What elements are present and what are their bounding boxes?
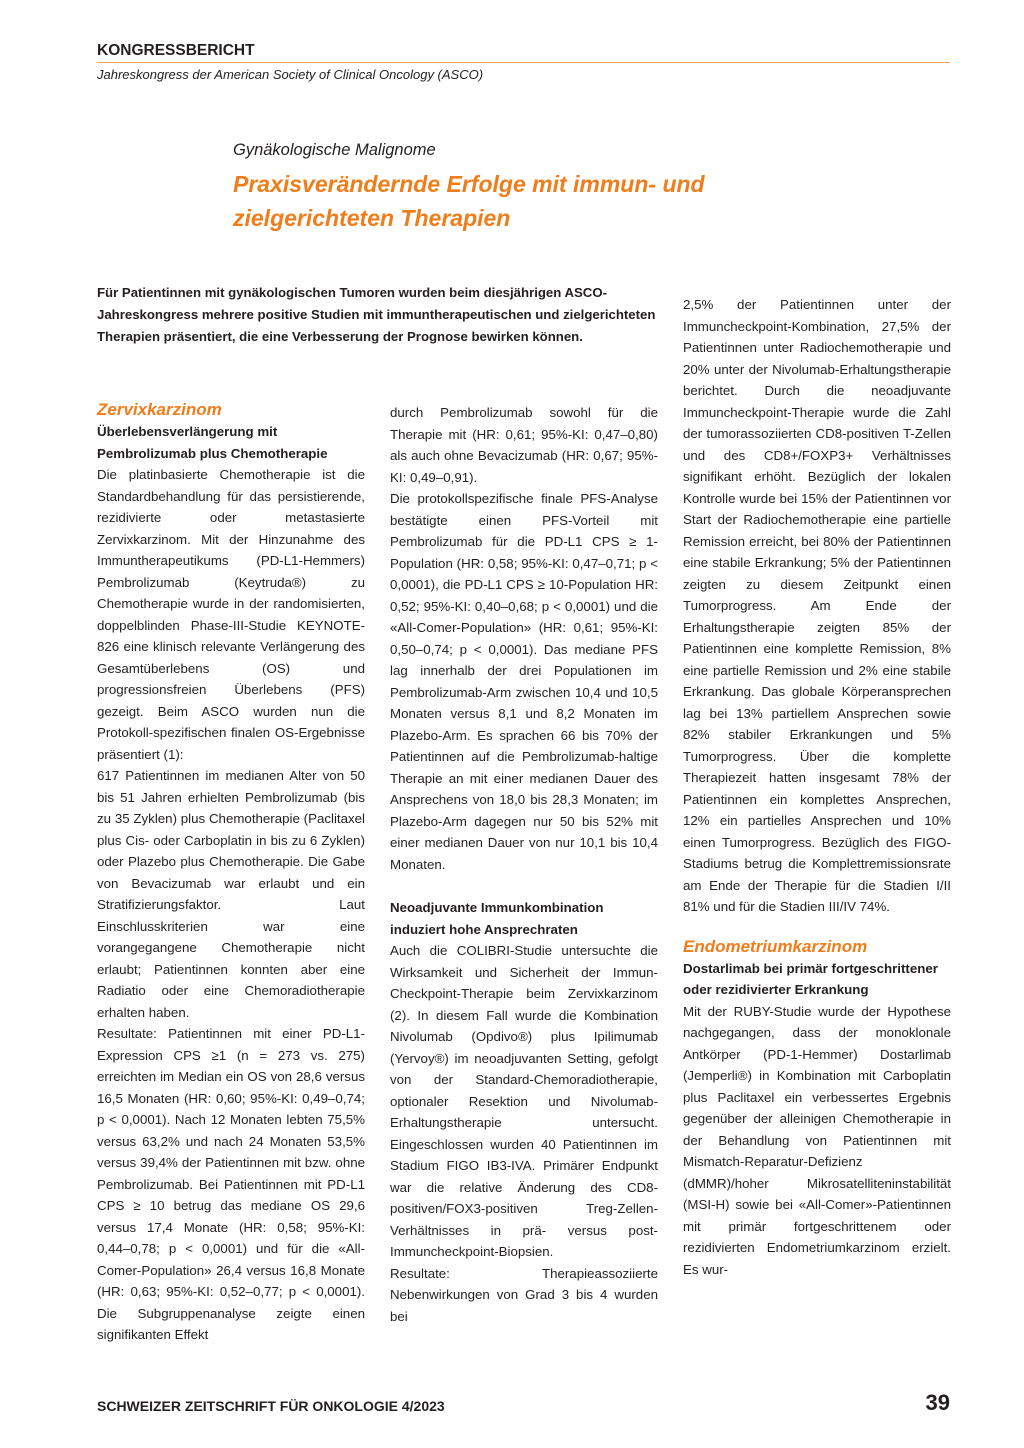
subheading-neoadjuvant: Neoadjuvante Immunkombination induziert hohe Ansprechraten — [390, 900, 604, 937]
column-2 — [390, 402, 658, 1327]
article-title: Praxisverändernde Erfolge mit immun- und zielgerichteten Therapien — [233, 171, 705, 231]
footer-journal: SCHWEIZER ZEITSCHRIFT FÜR ONKOLOGIE 4/2023 — [97, 1398, 445, 1414]
column-1 — [97, 399, 365, 1346]
paragraph: durch Pembrolizumab sowohl für die Therapie mit (HR: 0,61; 95%-KI: 0,47–0,80) als auch ohne Bevacizumab (HR: 0,67; 95%-KI: 0,49–0,91). — [390, 405, 658, 485]
spacer — [390, 875, 658, 897]
paragraph: Auch die COLIBRI-Studie untersuchte die Wirksamkeit und Sicherheit der Immun-Checkpoint-Therapie beim Zervixkarzinom (2). In diesem Fall wurde die Kombination Nivolumab (Opdivo®) plus Ipilimumab (Yervoy®) im neoadjuvanten Setting, gefolgt von der Standard-Chemoradiotherapie, optionaler Resektion und Nivolumab-Erhaltungstherapie untersucht. Eingeschlossen wurden 40 Patientinnen im Stadium FIGO IB3-IVA. Primärer Endpunkt war die relative Änderung des CD8-positiven/FOX3-positiven Treg-Zellen-Verhältnisses in prä- versus post-Immuncheckpoint-Biopsien. — [390, 943, 658, 1259]
paragraph: 2,5% der Patientinnen unter der Immuncheckpoint-Kombination, 27,5% der Patientinnen unter Radiochemotherapie und 20% unter der Nivolumab-Erhaltungstherapie berichtet. Durch die neoadjuvante Immuncheckpoint-Therapie wurde die Zahl der tumorassoziierten CD8-positiven T-Zellen und des CD8+/FOXP3+ Verhältnisses signifikant erhöht. Bezüglich der lokalen Kontrolle wurde bei 15% der Patientinnen vor Start der Radiochemotherapie eine partielle Remission erreicht, bei 80% der Patientinnen eine stabile Erkrankung; 5% der Patientinnen zeigten zu diesem Zeitpunkt einen Tumorprogress. Am Ende der Erhaltungstherapie zeigten 85% der Patientinnen eine komplette Remission, 8% eine partielle Remission und 2% eine stabile Erkrankung. Das globale Körperansprechen lag bei 13% partiellem Ansprechen sowie 82% stabiler Erkrankungen und 5% Tumorprogress. Über die komplette Therapiezeit hatten insgesamt 78% der Patientinnen ein komplettes Ansprechen, 12% ein partielles Ansprechen und 10% einen Tumorprogress. Bezüglich des FIGO-Stadiums betrug die Komplettremissionsrate am Ende der Therapie für die Stadien I/II 81% und für die Stadien III/IV 74%. — [683, 297, 951, 914]
column-3 — [683, 294, 951, 1280]
section-title-zervixkarzinom: Zervixkarzinom — [97, 400, 222, 419]
paragraph: Die platinbasierte Chemotherapie ist die Standardbehandlung für das persistierende, rezidivierte oder metastasierte Zervixkarzinom. Mit der Hinzunahme des Immuntherapeutikums (PD-L1-Hemmers) Pembrolizumab (Keytruda®) zu Chemotherapie wurde in der randomisierten, doppelblinden Phase-III-Studie KEYNOTE-826 eine klinisch relevante Verlängerung des Gesamtüberlebens (OS) und progressionsfreien Überlebens (PFS) gezeigt. Beim ASCO wurden nun die Protokoll-spezifischen finalen OS-Ergebnisse präsentiert (1): — [97, 467, 365, 762]
article-kicker: Gynäkologische Malignome — [233, 141, 436, 159]
paragraph: Resultate: Patientinnen mit einer PD-L1-Expression CPS ≥1 (n = 273 vs. 275) erreichten im Median ein OS von 28,6 versus 16,5 Monaten (HR: 0,60; 95%-KI: 0,49–0,74; p < 0,0001). Nach 12 Monaten lebten 75,5% versus 63,2% und nach 24 Monaten 53,5% versus 39,4% der Patientinnen mit bzw. ohne Pembrolizumab. Bei Patientinnen mit PD-L1 CPS ≥ 10 betrug das mediane OS 29,6 versus 17,4 Monate (HR: 0,58; 95%-KI: 0,44–0,78; p < 0,0001) und für die «All-Comer-Population» 26,4 versus 16,8 Monate (HR: 0,63; 95%-KI: 0,52–0,77; p < 0,0001). Die Subgruppenanalyse zeigte einen signifikanten Effekt — [97, 1026, 365, 1342]
paragraph: Resultate: Therapieassoziierte Nebenwirkungen von Grad 3 bis 4 wurden bei — [390, 1265, 658, 1324]
paragraph: Die protokollspezifische finale PFS-Analyse bestätigte einen PFS-Vorteil mit Pembrolizumab für die PD-L1 CPS ≥ 1-Population (HR: 0,58; 95%-KI: 0,47–0,71; p < 0,0001), die PD-L1 CPS ≥ 10-Population HR: 0,52; 95%-KI: 0,40–0,68; p < 0,0001) und die «All-Comer-Population» (HR: 0,61; 95%-KI: 0,50–0,74; p < 0,0001). Das mediane PFS lag innerhalb der drei Populationen im Pembrolizumab-Arm zwischen 10,4 und 10,5 Monaten versus 8,1 und 8,2 Monaten im Plazebo-Arm. Es sprachen 66 bis 70% der Patientinnen auf die Pembrolizumab-haltige Therapie an mit einer medianen Dauer des Ansprechens von 18,0 bis 28,3 Monaten; im Plazebo-Arm dagegen nur 50 bis 52% mit einer medianen Dauer von nur 10,1 bis 10,4 Monaten. — [390, 491, 658, 872]
section-title-endometriumkarzinom: Endometriumkarzinom — [683, 936, 868, 956]
page-number: 39 — [925, 1390, 950, 1415]
paragraph: Mit der RUBY-Studie wurde der Hypothese nachgegangen, dass der monoklonale Antkörper (PD-1-Hemmer) Dostarlimab (Jemperli®) in Kombination mit Carboplatin plus Paclitaxel ein verbessertes Ergebnis gegenüber der alleinigen Chemotherapie in der Behandlung von Patientinnen mit Mismatch-Reparatur-Defizienz (dMMR)/hoher Mikrosatelliteninstabilität (MSI-H) sowie bei «All-Comer»-Patientinnen mit primär fortgeschrittenem oder rezidivierten Endometriumkarzinom erzielt. Es wur- — [683, 1003, 951, 1277]
header-divider — [97, 62, 950, 63]
paragraph: 617 Patientinnen im medianen Alter von 50 bis 51 Jahren erhielten Pembrolizumab (bis zu 35 Zyklen) plus Chemotherapie (Paclitaxel plus Cis- oder Carboplatin in bis zu 6 Zyklen) oder Plazebo plus Chemotherapie. Die Gabe von Bevacizumab war erlaubt und ein Stratifizierungsfaktor. Laut Einschlusskriterien war eine vorangegangene Chemotherapie nicht erlaubt; Patientinnen konnten aber eine Radiatio oder eine Chemoradiotherapie erhalten haben. — [97, 768, 365, 1020]
running-header-subtitle: Jahreskongress der American Society of Clinical Oncology (ASCO) — [97, 67, 484, 82]
article-lead: Für Patientinnen mit gynäkologischen Tumoren wurden beim diesjährigen ASCO-Jahreskongress mehrere positive Studien mit immuntherapeutischen und zielgerichteten Therapien präsentiert, die eine Verbesserung der Prognose bewirken können. — [97, 285, 656, 344]
subheading-dostarlimab: Dostarlimab bei primär fortgeschrittener oder rezidivierter Erkrankung — [683, 960, 938, 997]
running-header-section: KONGRESSBERICHT — [97, 42, 255, 59]
subheading-pembrolizumab: Überlebensverlängerung mit Pembrolizumab plus Chemotherapie — [97, 424, 328, 461]
spacer — [683, 918, 951, 936]
